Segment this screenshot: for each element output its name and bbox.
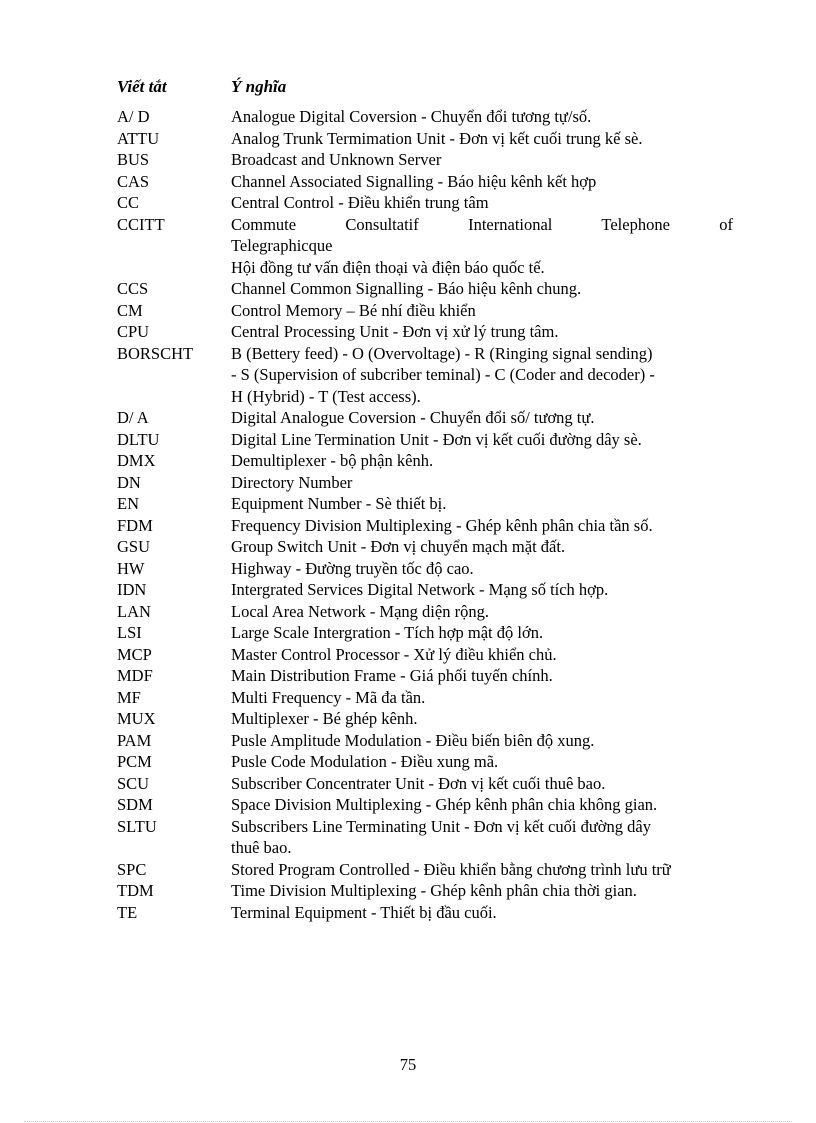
glossary-meaning-line: Local Area Network - Mạng diện rộng. xyxy=(231,601,489,621)
glossary-meaning xyxy=(231,730,733,752)
glossary-abbreviation: D/ A xyxy=(117,408,149,427)
glossary-meaning xyxy=(231,192,733,214)
glossary-meaning xyxy=(231,450,733,472)
glossary-abbreviation: EN xyxy=(117,494,139,513)
glossary-abbreviation: TDM xyxy=(117,881,154,900)
glossary-abbreviation: SDM xyxy=(117,795,153,814)
abbreviation-column-heading: Viết tắt xyxy=(117,77,167,96)
glossary-abbreviation: ATTU xyxy=(117,128,160,148)
glossary-meaning xyxy=(231,579,733,601)
glossary-meaning-line: Space Division Multiplexing - Ghép kênh phân chia không gian. xyxy=(231,795,658,814)
glossary-abbreviation: DMX xyxy=(117,451,156,470)
glossary-row xyxy=(117,472,733,494)
glossary-meaning-line: Pusle Amplitude Modulation - Điều biến biên độ xung. xyxy=(231,730,595,750)
glossary-abbreviation: IDN xyxy=(117,580,147,599)
glossary-abbreviation: MF xyxy=(117,687,141,707)
glossary-meaning xyxy=(231,536,733,558)
glossary-meaning xyxy=(231,708,733,730)
glossary-meaning-line: Broadcast and Unknown Server xyxy=(231,150,442,169)
glossary-row xyxy=(117,106,733,128)
glossary-abbreviation: MDF xyxy=(117,666,153,685)
glossary-meaning-line: thuê bao. xyxy=(231,838,292,857)
glossary-meaning xyxy=(231,902,733,924)
glossary-abbreviation: HW xyxy=(117,558,145,578)
glossary-meaning xyxy=(231,429,733,451)
glossary-meaning-line: Hội đồng tư vấn điện thoại và điện báo quốc tế. xyxy=(231,257,545,277)
glossary-row xyxy=(117,300,733,322)
glossary-row xyxy=(117,321,733,343)
glossary-row xyxy=(117,536,733,558)
glossary-meaning xyxy=(231,149,733,171)
glossary-row xyxy=(117,450,733,472)
meaning-column-heading: Ý nghĩa xyxy=(231,77,287,96)
glossary-meaning-line: Master Control Processor - Xử lý điều khiển chủ. xyxy=(231,644,557,664)
glossary-meaning-line: H (Hybrid) - T (Test access). xyxy=(231,386,421,406)
glossary-abbreviation: SPC xyxy=(117,859,147,879)
glossary-meaning-line: Main Distribution Frame - Giá phối tuyến chính. xyxy=(231,666,553,685)
glossary-meaning-line: Commute Consultatif International Telephone of xyxy=(231,214,733,234)
glossary-abbreviation: GSU xyxy=(117,537,151,556)
glossary-meaning xyxy=(231,300,733,322)
glossary-meaning-line: Intergrated Services Digital Network - Mạng số tích hợp. xyxy=(231,580,609,599)
glossary-meaning-line: Pusle Code Modulation - Điều xung mã. xyxy=(231,752,499,771)
glossary-row xyxy=(117,407,733,429)
glossary-meaning-line: Large Scale Intergration - Tích hợp mật độ lớn. xyxy=(231,623,544,642)
glossary-meaning-line: Central Control - Điều khiển trung tâm xyxy=(231,193,489,212)
glossary-meaning-line: Multiplexer - Bé ghép kênh. xyxy=(231,709,418,728)
glossary-meaning xyxy=(231,880,733,902)
glossary-meaning-line: Telegraphicque xyxy=(231,236,333,255)
glossary-abbreviation: LSI xyxy=(117,623,142,642)
glossary-meaning-line: Channel Common Signalling - Báo hiệu kênh chung. xyxy=(231,279,582,298)
glossary-row xyxy=(117,794,733,816)
glossary-meaning xyxy=(231,773,733,795)
glossary-row xyxy=(117,493,733,515)
glossary-row xyxy=(117,773,733,795)
glossary-row xyxy=(117,515,733,537)
glossary-row xyxy=(117,558,733,580)
glossary-abbreviation: CPU xyxy=(117,322,150,341)
glossary-abbreviation: A/ D xyxy=(117,107,150,126)
glossary-abbreviation: SCU xyxy=(117,773,150,793)
glossary-meaning-line: Demultiplexer - bộ phận kênh. xyxy=(231,451,434,470)
glossary-meaning-line: - S (Supervision of subcriber teminal) - C (Coder and decoder) - xyxy=(231,365,655,384)
glossary-row xyxy=(117,708,733,730)
page-number: 75 xyxy=(399,1055,417,1074)
glossary-row xyxy=(117,816,733,859)
glossary-row xyxy=(117,665,733,687)
glossary-meaning-line: Control Memory – Bé nhí điều khiển xyxy=(231,300,476,320)
glossary-meaning xyxy=(231,601,733,623)
glossary-meaning xyxy=(231,278,733,300)
glossary-meaning xyxy=(231,687,733,709)
glossary-meaning-line: Analog Trunk Termimation Unit - Đơn vị kết cuối trung kế sè. xyxy=(231,128,643,148)
page-bottom-divider xyxy=(24,1121,792,1122)
glossary-meaning-line: B (Bettery feed) - O (Overvoltage) - R (Ringing signal sending) xyxy=(231,343,653,363)
glossary-meaning xyxy=(231,171,733,193)
glossary-meaning xyxy=(231,751,733,773)
glossary-meaning-line: Multi Frequency - Mã đa tần. xyxy=(231,687,426,707)
glossary-meaning xyxy=(231,515,733,537)
glossary-meaning-line: Equipment Number - Sè thiết bị. xyxy=(231,494,447,513)
glossary-row xyxy=(117,192,733,214)
glossary-row xyxy=(117,429,733,451)
glossary-row xyxy=(117,687,733,709)
glossary-meaning xyxy=(231,794,733,816)
glossary-meaning-line: Digital Line Termination Unit - Đơn vị kết cuối đường dây sè. xyxy=(231,429,642,449)
glossary-meaning-line: Subscribers Line Terminating Unit - Đơn vị kết cuối đường dây xyxy=(231,816,651,836)
glossary-row xyxy=(117,579,733,601)
glossary-meaning xyxy=(231,321,733,343)
glossary-row xyxy=(117,622,733,644)
glossary-meaning-line: Terminal Equipment - Thiết bị đầu cuối. xyxy=(231,902,497,922)
glossary-abbreviation: LAN xyxy=(117,601,151,621)
glossary-meaning xyxy=(231,644,733,666)
glossary-row xyxy=(117,859,733,881)
glossary-row xyxy=(117,730,733,752)
glossary-meaning-line: Time Division Multiplexing - Ghép kênh phân chia thời gian. xyxy=(231,881,637,900)
glossary-meaning-line: Subscriber Concentrater Unit - Đơn vị kết cuối thuê bao. xyxy=(231,773,606,793)
glossary-meaning-line: Digital Analogue Coversion - Chuyển đổi số/ tương tự. xyxy=(231,408,595,427)
glossary-list xyxy=(117,106,733,923)
glossary-abbreviation: BUS xyxy=(117,150,150,169)
glossary-meaning xyxy=(231,343,733,408)
glossary-row xyxy=(117,171,733,193)
glossary-meaning xyxy=(231,106,733,128)
glossary-meaning xyxy=(231,665,733,687)
glossary-abbreviation: CC xyxy=(117,193,140,212)
glossary-meaning xyxy=(231,472,733,494)
glossary-meaning-line: Directory Number xyxy=(231,472,353,492)
glossary-meaning-line: Group Switch Unit - Đơn vị chuyển mạch mặt đất. xyxy=(231,537,566,556)
glossary-row xyxy=(117,902,733,924)
glossary-abbreviation: CM xyxy=(117,300,143,320)
glossary-row xyxy=(117,644,733,666)
glossary-abbreviation: BORSCHT xyxy=(117,343,194,363)
glossary-meaning xyxy=(231,622,733,644)
glossary-meaning xyxy=(231,493,733,515)
glossary-meaning xyxy=(231,859,733,881)
glossary-meaning xyxy=(231,407,733,429)
glossary-abbreviation: CCITT xyxy=(117,214,165,234)
glossary-meaning-line: Analogue Digital Coversion - Chuyển đổi tương tự/số. xyxy=(231,107,592,126)
glossary-meaning-line: Channel Associated Signalling - Báo hiệu kênh kết hợp xyxy=(231,171,597,191)
glossary-abbreviation: SLTU xyxy=(117,816,157,836)
glossary-abbreviation: FDM xyxy=(117,515,153,535)
glossary-row xyxy=(117,751,733,773)
glossary-row xyxy=(117,278,733,300)
glossary-row xyxy=(117,214,733,279)
glossary-abbreviation: PAM xyxy=(117,730,152,750)
glossary-abbreviation: PCM xyxy=(117,752,152,771)
glossary-abbreviation: CCS xyxy=(117,279,149,298)
glossary-meaning-line: Stored Program Controlled - Điều khiển bằng chương trình lưu trữ xyxy=(231,859,671,879)
glossary-meaning xyxy=(231,816,733,859)
glossary-row xyxy=(117,149,733,171)
glossary-meaning xyxy=(231,558,733,580)
glossary-meaning-line: Central Processing Unit - Đơn vị xử lý trung tâm. xyxy=(231,322,559,341)
glossary-row xyxy=(117,343,733,408)
glossary-abbreviation: MCP xyxy=(117,644,152,664)
glossary-meaning-line: Frequency Division Multiplexing - Ghép kênh phân chia tần số. xyxy=(231,515,653,535)
glossary-abbreviation: CAS xyxy=(117,171,150,191)
glossary-abbreviation: MUX xyxy=(117,709,156,728)
glossary-abbreviation: TE xyxy=(117,902,138,922)
glossary-meaning xyxy=(231,214,733,279)
glossary-row xyxy=(117,880,733,902)
glossary-abbreviation: DLTU xyxy=(117,429,160,449)
glossary-meaning-line: Highway - Đường truyền tốc độ cao. xyxy=(231,558,474,578)
glossary-meaning xyxy=(231,128,733,150)
glossary-row xyxy=(117,601,733,623)
glossary-row xyxy=(117,128,733,150)
glossary-abbreviation: DN xyxy=(117,472,141,492)
